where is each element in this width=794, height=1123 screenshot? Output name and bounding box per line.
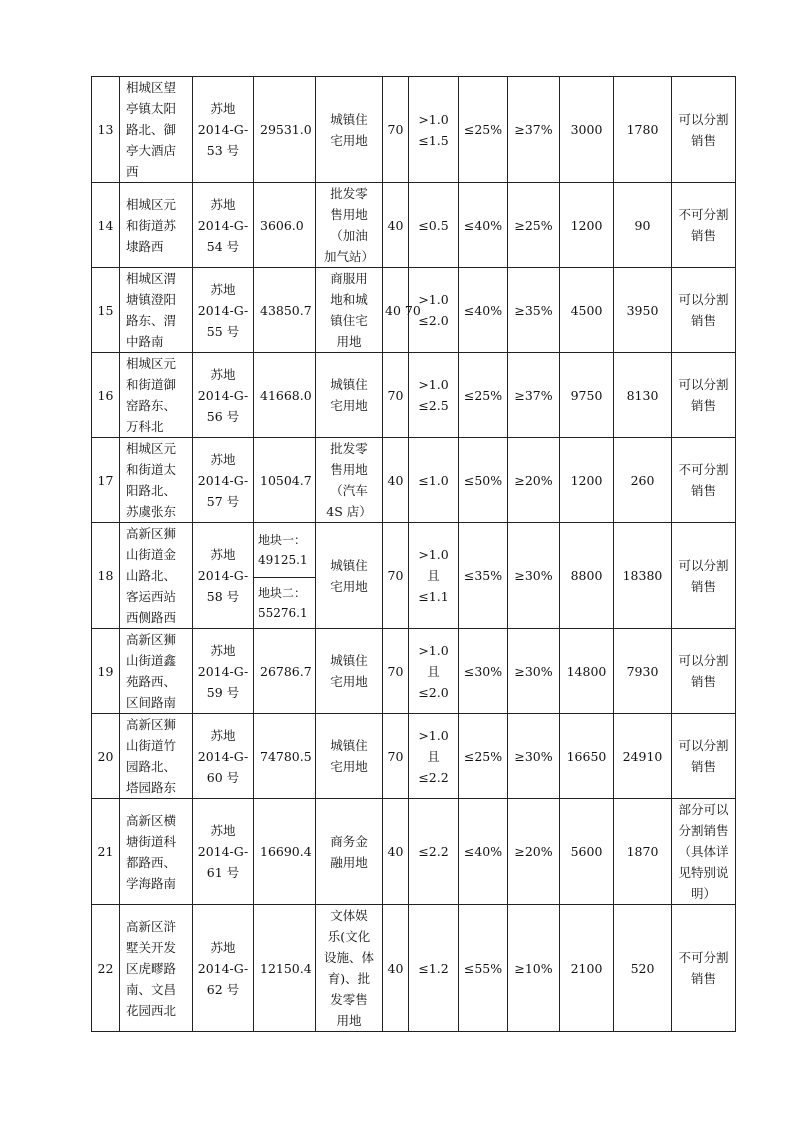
area-cell: 41668.0 [254, 353, 316, 438]
row-number: 15 [92, 268, 120, 353]
building-density-cell: ≤30% [459, 629, 508, 714]
parcel-code-cell: 苏地 2014-G- 56 号 [193, 353, 254, 438]
area-cell: 3606.0 [254, 183, 316, 268]
table-row [92, 629, 736, 714]
plot-ratio-cell: ≤2.2 [409, 799, 459, 905]
sale-type-cell: 可以分割 销售 [672, 714, 736, 799]
location-cell: 高新区浒 墅关开发 区虎疁路 南、文昌 花园西北 [120, 905, 193, 1032]
plot-ratio-cell: >1.0 ≤2.0 [409, 268, 459, 353]
area-cell: 12150.4 [254, 905, 316, 1032]
parcel-code-cell: 苏地 2014-G- 59 号 [193, 629, 254, 714]
term-years-cell: 40 [383, 438, 409, 523]
row-number: 14 [92, 183, 120, 268]
area-cell: 43850.7 [254, 268, 316, 353]
table-row [92, 268, 736, 353]
location-cell: 相城区渭 塘镇澄阳 路东、渭 中路南 [120, 268, 193, 353]
starting-price-cell: 14800 [560, 629, 614, 714]
starting-price-cell: 1200 [560, 438, 614, 523]
sale-type-cell: 可以分割 销售 [672, 523, 736, 629]
deposit-cell: 1780 [614, 77, 672, 183]
land-use-cell: 城镇住 宅用地 [316, 353, 383, 438]
deposit-cell: 3950 [614, 268, 672, 353]
term-years-cell: 70 [383, 353, 409, 438]
parcel-code-cell: 苏地 2014-G- 61 号 [193, 799, 254, 905]
parcel-code-cell: 苏地 2014-G- 60 号 [193, 714, 254, 799]
parcel-code-cell: 苏地 2014-G- 55 号 [193, 268, 254, 353]
plot-ratio-cell: ≤1.2 [409, 905, 459, 1032]
green-ratio-cell: ≥30% [508, 714, 560, 799]
parcel-code-cell: 苏地 2014-G- 54 号 [193, 183, 254, 268]
table-row [92, 523, 736, 578]
term-years-cell: 70 [383, 523, 409, 629]
plot-ratio-cell: ≤1.0 [409, 438, 459, 523]
sale-type-cell: 可以分割 销售 [672, 353, 736, 438]
green-ratio-cell: ≥35% [508, 268, 560, 353]
land-use-cell: 城镇住 宅用地 [316, 714, 383, 799]
land-use-cell: 城镇住 宅用地 [316, 629, 383, 714]
term-years-cell: 40 [383, 183, 409, 268]
sale-type-cell: 部分可以 分割销售 （具体详 见特别说 明） [672, 799, 736, 905]
sale-type-cell: 可以分割 销售 [672, 629, 736, 714]
land-use-cell: 批发零 售用地 （加油 加气站） [316, 183, 383, 268]
term-years-cell: 70 [383, 629, 409, 714]
area-plot-2-cell: 地块二： 55276.1 [254, 578, 316, 629]
building-density-cell: ≤50% [459, 438, 508, 523]
green-ratio-cell: ≥25% [508, 183, 560, 268]
table-body [92, 77, 736, 1032]
table-row [92, 714, 736, 799]
location-cell: 高新区狮 山街道金 山路北、 客运西站 西侧路西 [120, 523, 193, 629]
parcel-code-cell: 苏地 2014-G- 62 号 [193, 905, 254, 1032]
row-number: 20 [92, 714, 120, 799]
term-years-cell: 70 [383, 714, 409, 799]
land-use-cell: 批发零 售用地 （汽车 4S 店） [316, 438, 383, 523]
term-years-cell: 70 [383, 77, 409, 183]
deposit-cell: 260 [614, 438, 672, 523]
term-years-cell: 40 [383, 799, 409, 905]
area-cell: 26786.7 [254, 629, 316, 714]
land-use-cell: 商务金 融用地 [316, 799, 383, 905]
plot-ratio-cell: >1.0 ≤2.5 [409, 353, 459, 438]
starting-price-cell: 2100 [560, 905, 614, 1032]
land-parcel-table [91, 76, 736, 1032]
deposit-cell: 8130 [614, 353, 672, 438]
parcel-code-cell: 苏地 2014-G- 53 号 [193, 77, 254, 183]
green-ratio-cell: ≥37% [508, 77, 560, 183]
green-ratio-cell: ≥37% [508, 353, 560, 438]
location-cell: 相城区元 和街道御 窑路东、 万科北 [120, 353, 193, 438]
table-row [92, 77, 736, 183]
term-years-cell: 40 [383, 905, 409, 1032]
location-cell: 相城区元 和街道苏 埭路西 [120, 183, 193, 268]
building-density-cell: ≤35% [459, 523, 508, 629]
plot-ratio-cell: >1.0 且 ≤2.0 [409, 629, 459, 714]
table-row [92, 438, 736, 523]
location-cell: 高新区狮 山街道竹 园路北、 塔园路东 [120, 714, 193, 799]
starting-price-cell: 4500 [560, 268, 614, 353]
term-years-cell: 40 70 [383, 268, 409, 353]
row-number: 21 [92, 799, 120, 905]
row-number: 13 [92, 77, 120, 183]
starting-price-cell: 8800 [560, 523, 614, 629]
row-number: 22 [92, 905, 120, 1032]
deposit-cell: 520 [614, 905, 672, 1032]
table-row [92, 905, 736, 1032]
green-ratio-cell: ≥10% [508, 905, 560, 1032]
green-ratio-cell: ≥20% [508, 438, 560, 523]
sale-type-cell: 可以分割 销售 [672, 268, 736, 353]
deposit-cell: 1870 [614, 799, 672, 905]
area-cell: 10504.7 [254, 438, 316, 523]
starting-price-cell: 3000 [560, 77, 614, 183]
sale-type-cell: 不可分割 销售 [672, 438, 736, 523]
building-density-cell: ≤25% [459, 77, 508, 183]
location-cell: 高新区狮 山街道鑫 苑路西、 区间路南 [120, 629, 193, 714]
starting-price-cell: 5600 [560, 799, 614, 905]
plot-ratio-cell: >1.0 且 ≤1.1 [409, 523, 459, 629]
deposit-cell: 7930 [614, 629, 672, 714]
row-number: 18 [92, 523, 120, 629]
table-row [92, 183, 736, 268]
land-use-cell: 商服用 地和城 镇住宅 用地 [316, 268, 383, 353]
starting-price-cell: 16650 [560, 714, 614, 799]
sale-type-cell: 不可分割 销售 [672, 183, 736, 268]
location-cell: 相城区元 和街道太 阳路北、 苏虞张东 [120, 438, 193, 523]
plot-ratio-cell: ≤0.5 [409, 183, 459, 268]
building-density-cell: ≤40% [459, 268, 508, 353]
area-cell: 16690.4 [254, 799, 316, 905]
plot-ratio-cell: >1.0 且 ≤2.2 [409, 714, 459, 799]
sale-type-cell: 可以分割 销售 [672, 77, 736, 183]
green-ratio-cell: ≥30% [508, 629, 560, 714]
parcel-code-cell: 苏地 2014-G- 58 号 [193, 523, 254, 629]
table-row [92, 353, 736, 438]
land-use-cell: 城镇住 宅用地 [316, 77, 383, 183]
starting-price-cell: 9750 [560, 353, 614, 438]
deposit-cell: 24910 [614, 714, 672, 799]
land-use-cell: 城镇住 宅用地 [316, 523, 383, 629]
sale-type-cell: 不可分割 销售 [672, 905, 736, 1032]
area-cell: 29531.0 [254, 77, 316, 183]
row-number: 17 [92, 438, 120, 523]
building-density-cell: ≤25% [459, 353, 508, 438]
building-density-cell: ≤55% [459, 905, 508, 1032]
row-number: 16 [92, 353, 120, 438]
area-plot-1-cell: 地块一： 49125.1 [254, 523, 316, 578]
location-cell: 相城区望 亭镇太阳 路北、御 亭大酒店 西 [120, 77, 193, 183]
building-density-cell: ≤25% [459, 714, 508, 799]
table-row [92, 799, 736, 905]
row-number: 19 [92, 629, 120, 714]
plot-ratio-cell: >1.0 ≤1.5 [409, 77, 459, 183]
building-density-cell: ≤40% [459, 183, 508, 268]
area-cell: 74780.5 [254, 714, 316, 799]
location-cell: 高新区横 塘街道科 都路西、 学海路南 [120, 799, 193, 905]
land-use-cell: 文体娱 乐(文化 设施、体 育)、批 发零售 用地 [316, 905, 383, 1032]
green-ratio-cell: ≥20% [508, 799, 560, 905]
deposit-cell: 18380 [614, 523, 672, 629]
green-ratio-cell: ≥30% [508, 523, 560, 629]
building-density-cell: ≤40% [459, 799, 508, 905]
starting-price-cell: 1200 [560, 183, 614, 268]
deposit-cell: 90 [614, 183, 672, 268]
parcel-code-cell: 苏地 2014-G- 57 号 [193, 438, 254, 523]
